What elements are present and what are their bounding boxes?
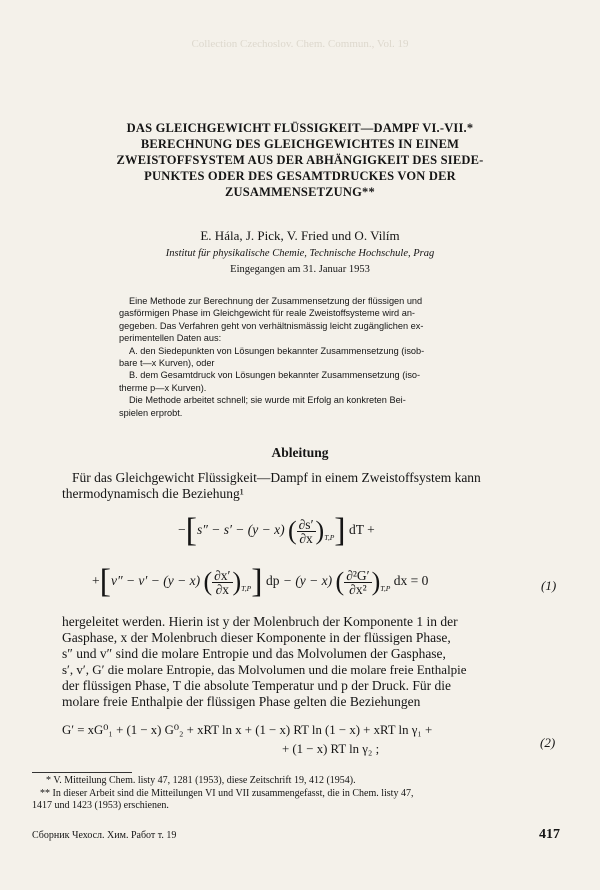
equation-1-number: (1) (541, 578, 557, 593)
partial-derivative (297, 518, 316, 545)
eq-term: dT + (348, 522, 375, 538)
paren-close: ) (371, 567, 381, 596)
frac-num: ∂²G′ (346, 567, 370, 583)
eq-operator: − (178, 522, 186, 538)
paren-close: ) (315, 516, 325, 545)
eq-term: dx = 0 (393, 573, 429, 589)
subscript: T,P (324, 533, 335, 543)
paren-open: ( (335, 567, 345, 596)
abstract-line: spielen erprobt. (119, 407, 183, 418)
frac-den: ∂x² (349, 581, 367, 597)
eq-term: − (y − x) (282, 573, 333, 589)
abstract-line: gegeben. Das Verfahren geht von verhältnismässig leicht zugänglichen ex- (119, 320, 424, 331)
abstract-line: therme p—x Kurven). (119, 382, 207, 393)
title-line: DAS GLEICHGEWICHT FLÜSSIGKEIT—DAMPF VI.-VII.* (126, 121, 474, 135)
footnote-divider (32, 772, 132, 773)
frac-den: ∂x (299, 530, 313, 546)
text-line: molare freie Enthalpie der flüssigen Phase gelten die Beziehungen (62, 694, 421, 709)
text-line: s″ und v″ sind die molare Entropie und das Molvolumen der Gasphase, (62, 646, 446, 661)
footnote: 1417 und 1423 (1953) erschienen. (32, 800, 169, 811)
article-title (70, 120, 530, 200)
footnote: ** In dieser Arbeit sind die Mitteilungen VI und VII zusammengefasst, die in Chem. listy 47, (40, 787, 414, 799)
equation-1-line-1 (178, 512, 375, 550)
frac-den: ∂x (215, 581, 230, 597)
eq-term: dp (265, 573, 280, 589)
title-line: PUNKTES ODER DES GESAMTDRUCKES VON DER (144, 169, 456, 183)
received-date: Eingegangen am 31. Januar 1953 (230, 264, 370, 275)
footnotes (32, 775, 572, 813)
paren-open: ( (203, 567, 213, 596)
abstract-line: gasförmigen Phase im Gleichgewicht für reale Zweistoffsysteme wird an- (119, 308, 415, 319)
text-line: Für das Gleichgewicht Flüssigkeit—Dampf in einem Zweistoffsystem kann (72, 470, 481, 485)
text-line: thermodynamisch die Beziehung¹ (62, 486, 244, 501)
partial-derivative (212, 569, 232, 596)
bleed-through-header: Collection Czechoslov. Chem. Commun., Vol. 19 (191, 38, 409, 50)
equation-2-line-1: G′ = xG⁰₁ + (1 − x) G⁰₂ + xRT ln x + (1 − x) RT ln (1 − x) + xRT ln γ₁ + (62, 723, 433, 737)
page-number: 417 (539, 827, 560, 842)
journal-footer: Сборник Чехосл. Хим. Работ т. 19 (32, 830, 177, 841)
title-line: ZWEISTOFFSYSTEM AUS DER ABHÄNGIGKEIT DES SIEDE- (116, 153, 484, 167)
bracket-close: ] (334, 512, 346, 549)
title-line: ZUSAMMENSETZUNG** (225, 185, 375, 199)
text-line: der flüssigen Phase, T die absolute Temperatur und p der Druck. Für die (62, 678, 451, 693)
frac-num: ∂s′ (298, 516, 314, 532)
abstract-line: Die Methode arbeitet schnell; sie wurde mit Erfolg an konkreten Bei- (129, 395, 406, 406)
bracket-open: [ (99, 563, 111, 600)
definitions-paragraph (62, 614, 467, 710)
bracket-open: [ (185, 512, 197, 549)
intro-paragraph (62, 470, 481, 502)
equation-1-line-2 (92, 563, 428, 601)
equation-2-line-2: + (1 − x) RT ln γ₂ ; (282, 742, 380, 756)
partial-derivative (344, 569, 371, 596)
frac-num: ∂x′ (214, 567, 231, 583)
text-line: s′, v′, G′ die molare Entropie, das Molvolumen und die molare freie Enthalpie (62, 662, 467, 677)
footnote: * V. Mitteilung Chem. listy 47, 1281 (1953), diese Zeitschrift 19, 412 (1954). (46, 775, 356, 786)
eq-operator: + (92, 573, 100, 589)
eq-term: s″ − s′ − (y − x) (196, 522, 285, 538)
abstract-line: A. den Siedepunkten von Lösungen bekannter Zusammensetzung (isob- (129, 345, 425, 356)
text-line: Gasphase, x der Molenbruch dieser Komponente in der flüssigen Phase, (62, 630, 451, 645)
institute: Institut für physikalische Chemie, Technische Hochschule, Prag (165, 248, 435, 259)
bracket-close: ] (251, 563, 263, 600)
paren-close: ) (232, 567, 242, 596)
authors: E. Hála, J. Pick, V. Fried und O. Vilím (200, 228, 400, 243)
paren-open: ( (287, 516, 297, 545)
section-heading: Ableitung (271, 445, 329, 460)
abstract-line: Eine Methode zur Berechnung der Zusammensetzung der flüssigen und (129, 296, 423, 306)
title-line: BERECHNUNG DES GLEICHGEWICHTES IN EINEM (140, 137, 460, 151)
abstract-line: B. dem Gesamtdruck von Lösungen bekannter Zusammensetzung (iso- (129, 370, 421, 381)
subscript: T,P (241, 584, 252, 594)
text-line: hergeleitet werden. Hierin ist y der Molenbruch der Komponente 1 in der (62, 614, 458, 629)
eq-term: v″ − v′ − (y − x) (110, 573, 201, 589)
abstract-line: bare t—x Kurven), oder (119, 358, 215, 369)
equation-2-number: (2) (540, 735, 556, 750)
abstract (119, 295, 504, 419)
abstract-line: perimentellen Daten aus: (119, 333, 222, 344)
subscript: T,P (380, 584, 391, 594)
